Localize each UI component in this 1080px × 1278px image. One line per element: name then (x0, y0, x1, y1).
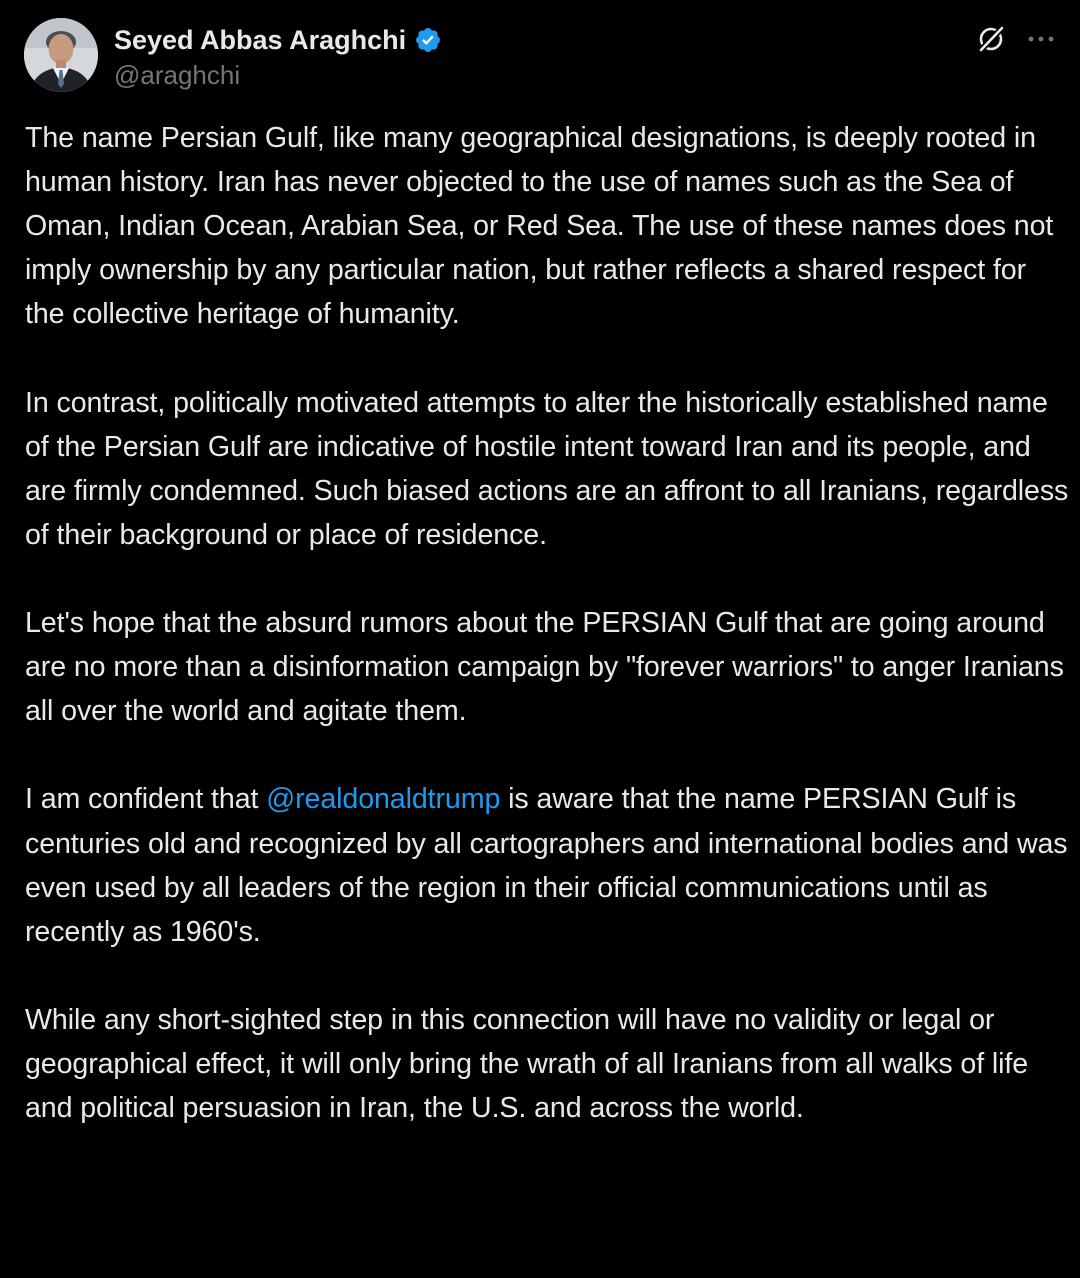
display-name-row (114, 22, 442, 58)
tweet-paragraph-2: In contrast, politically motivated attempts to alter the historically established name of the Persian Gulf are indicative of hostile intent toward Iran and its people, and are firmly condemned. Such biased actions are an affront to all Iranians, regardless of their background or place of residence. (25, 386, 1069, 551)
tweet-paragraph-4-start: I am confident that (25, 783, 267, 816)
tweet-paragraph-4-end: is aware that the name PERSIAN Gulf is centuries old and recognized by all cartographers and international bodies and was even used by all leaders of the region in their official communications until as recently as 1960's. (25, 783, 1068, 948)
tweet-paragraph-5: While any short-sighted step in this connection will have no validity or legal or geographical effect, it will only bring the wrath of all Iranians from all walks of life and political persuasion in Iran, the U.S. and across the world. (25, 1003, 1029, 1125)
verified-badge-icon[interactable] (414, 26, 442, 54)
grok-icon[interactable] (976, 24, 1006, 54)
avatar-image (24, 18, 98, 92)
author-names (114, 22, 442, 91)
tweet-paragraph-3: Let's hope that the absurd rumors about the PERSIAN Gulf that are going around are no more than a disinformation campaign by "forever warriors" to anger Iranians all over the world and agitate them. (25, 607, 1064, 728)
author-display-name[interactable]: Seyed Abbas Araghchi (114, 24, 407, 55)
more-options-icon[interactable] (1026, 24, 1056, 54)
tweet-text (25, 116, 1070, 1130)
avatar[interactable] (24, 18, 98, 92)
tweet-paragraph-1: The name Persian Gulf, like many geographical designations, is deeply rooted in human history. Iran has never objected to the use of names such as the Sea of Oman, Indian Ocean, Arabian Sea, or Red Sea. The use of these names does not imply ownership by any particular nation, but rather reflects a shared respect for the collective heritage of humanity. (25, 122, 1054, 331)
author-handle[interactable]: @araghchi (114, 60, 241, 90)
mention-link[interactable]: @realdonaldtrump (266, 783, 501, 816)
tweet-header (24, 18, 1056, 98)
tweet-paragraph-4 (25, 777, 1070, 953)
